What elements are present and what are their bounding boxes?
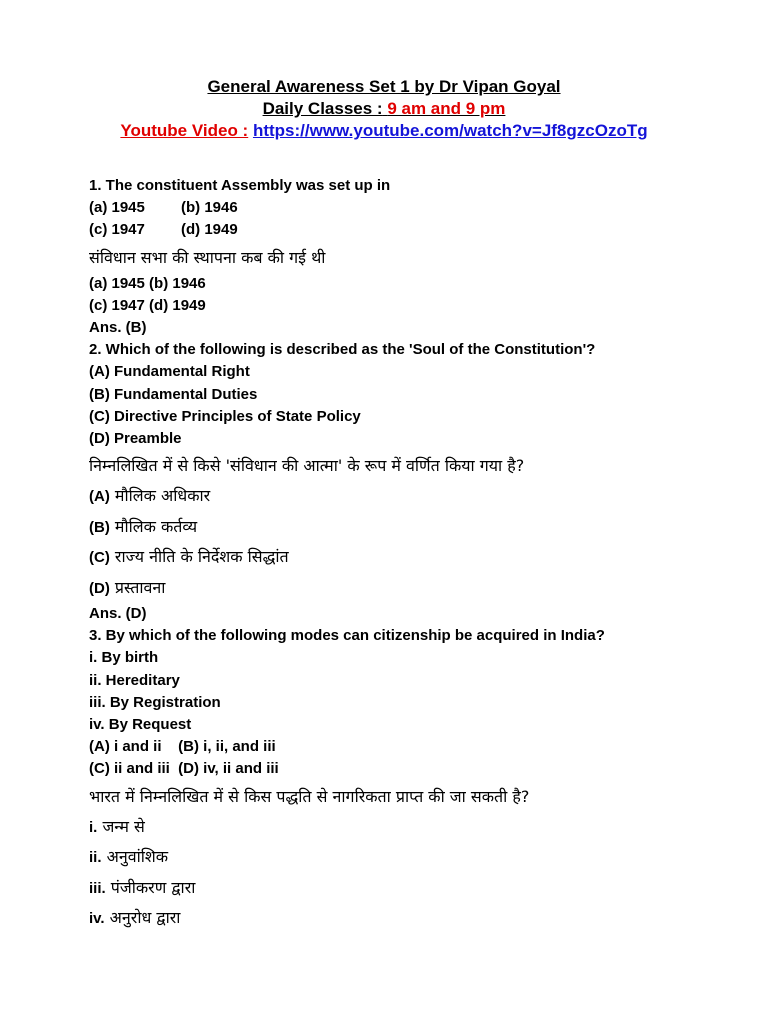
q1-answer: Ans. (B) <box>89 318 147 336</box>
q2-hindi-option-a <box>89 481 749 512</box>
document-title: General Awareness Set 1 by Dr Vipan Goyal <box>207 77 561 96</box>
q1-hindi-options-row-2: (c) 1947 (d) 1949 <box>89 296 206 314</box>
q3-item-iv: iv. By Request <box>89 716 192 733</box>
q3-hindi-item-iv <box>89 903 749 934</box>
q1-question: 1. The constituent Assembly was set up in <box>89 177 391 194</box>
q3-hindi-question: भारत में निम्नलिखित में से किस पद्धति से नागरिकता प्राप्त की जा सकती है? <box>89 786 530 806</box>
q1-options-row-1 <box>89 197 749 219</box>
youtube-link[interactable]: https://www.youtube.com/watch?v=Jf8gzcOzoTg <box>252 121 648 140</box>
q2-option-c: (C) Directive Principles of State Policy <box>89 407 361 425</box>
youtube-label: Youtube Video : <box>120 121 249 140</box>
q1-option-b: (b) 1946 <box>181 199 238 217</box>
q3-hindi-item-iv-label: iv. <box>89 910 105 928</box>
q2-hindi-option-d <box>89 573 749 604</box>
q2-hindi-option-a-text: मौलिक अधिकार <box>114 486 211 506</box>
q2-hindi-option-d-label: (D) <box>89 579 110 597</box>
q3-options-ab: (A) i and ii (B) i, ii, and iii <box>89 738 276 756</box>
q1-option-c: (c) 1947 <box>89 221 145 239</box>
q3-item-iii: iii. By Registration <box>89 693 221 711</box>
q1-option-a: (a) 1945 <box>89 199 145 217</box>
q3-options-cd: (C) ii and iii (D) iv, ii and iii <box>89 760 279 778</box>
q3-hindi-item-i <box>89 812 749 843</box>
daily-classes-line <box>0 98 768 120</box>
q3-question: 3. By which of the following modes can citizenship be acquired in India? <box>89 627 605 645</box>
q2-option-a: (A) Fundamental Right <box>89 363 250 381</box>
q1-option-d: (d) 1949 <box>181 221 238 239</box>
q2-hindi-option-d-text: प्रस्तावना <box>114 577 166 597</box>
q3-item-ii: ii. Hereditary <box>89 671 180 689</box>
q2-answer: Ans. (D) <box>89 605 147 623</box>
q1-hindi-question: संविधान सभा की स्थापना कब की गई थी <box>89 247 326 267</box>
q3-hindi-item-iii <box>89 873 749 904</box>
q2-question: 2. Which of the following is described as the 'Soul of the Constitution'? <box>89 341 596 359</box>
q3-hindi-item-ii-text: अनुवांशिक <box>106 847 169 867</box>
q3-hindi-item-ii-label: ii. <box>89 849 102 867</box>
q3-item-i: i. By birth <box>89 649 159 667</box>
q2-option-d: (D) Preamble <box>89 429 182 447</box>
q3-hindi-item-i-label: i. <box>89 818 98 836</box>
q2-hindi-option-b-text: मौलिक कर्तव्य <box>114 516 198 536</box>
q3-hindi-item-iii-text: पंजीकरण द्वारा <box>110 877 196 897</box>
youtube-line <box>0 120 768 142</box>
q3-hindi-item-iii-label: iii. <box>89 879 106 897</box>
q2-hindi-option-a-label: (A) <box>89 488 110 506</box>
q2-hindi-option-b-label: (B) <box>89 518 110 536</box>
daily-classes-label: Daily Classes : <box>262 99 383 118</box>
document-body <box>89 175 749 934</box>
document-header <box>0 76 768 142</box>
q1-options-row-2 <box>89 219 749 241</box>
q2-hindi-option-c-label: (C) <box>89 549 110 567</box>
q1-hindi-options-row-1: (a) 1945 (b) 1946 <box>89 274 206 292</box>
q2-hindi-option-c <box>89 542 749 573</box>
q2-hindi-option-c-text: राज्य नीति के निर्देशक सिद्धांत <box>114 547 289 567</box>
q2-hindi-option-b <box>89 512 749 543</box>
q2-option-b: (B) Fundamental Duties <box>89 385 258 403</box>
daily-classes-time: 9 am and 9 pm <box>387 99 506 118</box>
q3-hindi-item-iv-text: अनुरोध द्वारा <box>109 908 181 928</box>
q2-hindi-question: निम्नलिखित में से किसे 'संविधान की आत्मा' के रूप में वर्णित किया गया है? <box>89 456 525 476</box>
q3-hindi-item-i-text: जन्म से <box>102 816 145 836</box>
q3-hindi-item-ii <box>89 842 749 873</box>
